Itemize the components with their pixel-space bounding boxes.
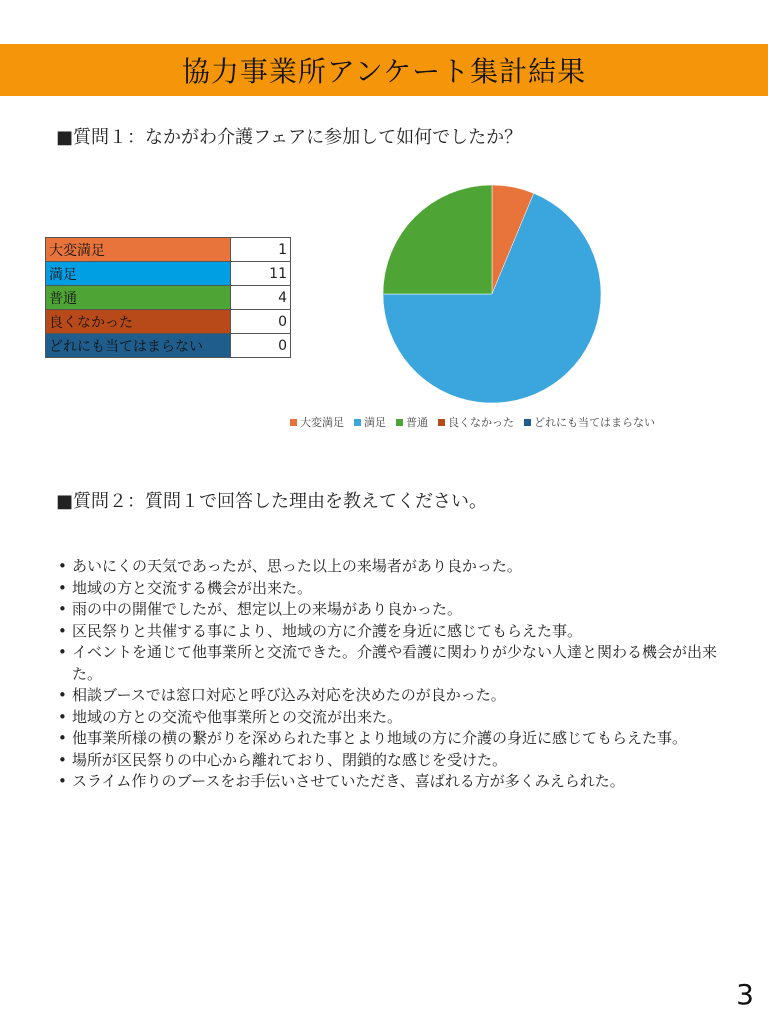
legend-swatch — [290, 419, 297, 426]
summary-label: 満足 — [46, 262, 231, 286]
legend-item — [524, 414, 655, 430]
summary-row — [46, 262, 291, 286]
legend-label: 大変満足 — [300, 416, 344, 429]
question-1-heading: ■質問１：なかがわ介護フェアに参加して如何でしたか？ — [56, 127, 523, 148]
reason-item: • 地域の方と交流する機会が出来た。 — [58, 578, 738, 600]
summary-value: 0 — [231, 310, 291, 334]
summary-label: 大変満足 — [46, 238, 231, 262]
summary-table — [45, 237, 291, 358]
legend-swatch — [438, 419, 445, 426]
summary-value: 11 — [231, 262, 291, 286]
legend-label: 普通 — [406, 416, 428, 429]
reason-item: • スライム作りのブースをお手伝いさせていただき、喜ばれる方が多くみえられた。 — [58, 771, 738, 793]
title-bar — [0, 44, 768, 96]
legend-item — [354, 414, 386, 430]
legend-item — [396, 414, 428, 430]
summary-label: どれにも当てはまらない — [46, 334, 231, 358]
legend-item — [290, 414, 344, 430]
chart-legend — [290, 414, 655, 430]
legend-swatch — [354, 419, 361, 426]
legend-label: どれにも当てはまらない — [534, 416, 655, 429]
summary-value: 0 — [231, 334, 291, 358]
summary-value: 1 — [231, 238, 291, 262]
summary-row — [46, 238, 291, 262]
reason-item: • 相談ブースでは窓口対応と呼び込み対応を決めたのが良かった。 — [58, 685, 738, 707]
reason-item: • 雨の中の開催でしたが、想定以上の来場があり良かった。 — [58, 599, 738, 621]
reason-item: • 他事業所様の横の繋がりを深められた事とより地域の方に介護の身近に感じてもらえた事。 — [58, 728, 738, 750]
reason-item: • あいにくの天気であったが、思った以上の来場者があり良かった。 — [58, 556, 738, 578]
reason-item: • 場所が区民祭りの中心から離れており、閉鎖的な感じを受けた。 — [58, 750, 738, 772]
page-title: 協力事業所アンケート集計結果 — [181, 55, 587, 88]
legend-label: 良くなかった — [448, 416, 514, 429]
summary-row — [46, 286, 291, 310]
summary-value: 4 — [231, 286, 291, 310]
legend-swatch — [524, 419, 531, 426]
legend-label: 満足 — [364, 416, 386, 429]
summary-row — [46, 310, 291, 334]
legend-swatch — [396, 419, 403, 426]
summary-label: 良くなかった — [46, 310, 231, 334]
summary-row — [46, 334, 291, 358]
page-number: 3 — [736, 978, 754, 1011]
reason-item: • 区民祭りと共催する事により、地域の方に介護を身近に感じてもらえた事。 — [58, 621, 738, 643]
pie-slice — [383, 185, 492, 294]
reason-item: • イベントを通じて他事業所と交流できた。介護や看護に関わりが少ない人達と関わる機会が出来た。 — [58, 642, 738, 685]
question-2-heading: ■質問２：質問１で回答した理由を教えてください。 — [56, 491, 488, 512]
reasons-list — [58, 556, 738, 793]
pie-chart — [370, 175, 614, 407]
legend-item — [438, 414, 514, 430]
summary-label: 普通 — [46, 286, 231, 310]
reason-item: • 地域の方との交流や他事業所との交流が出来た。 — [58, 707, 738, 729]
